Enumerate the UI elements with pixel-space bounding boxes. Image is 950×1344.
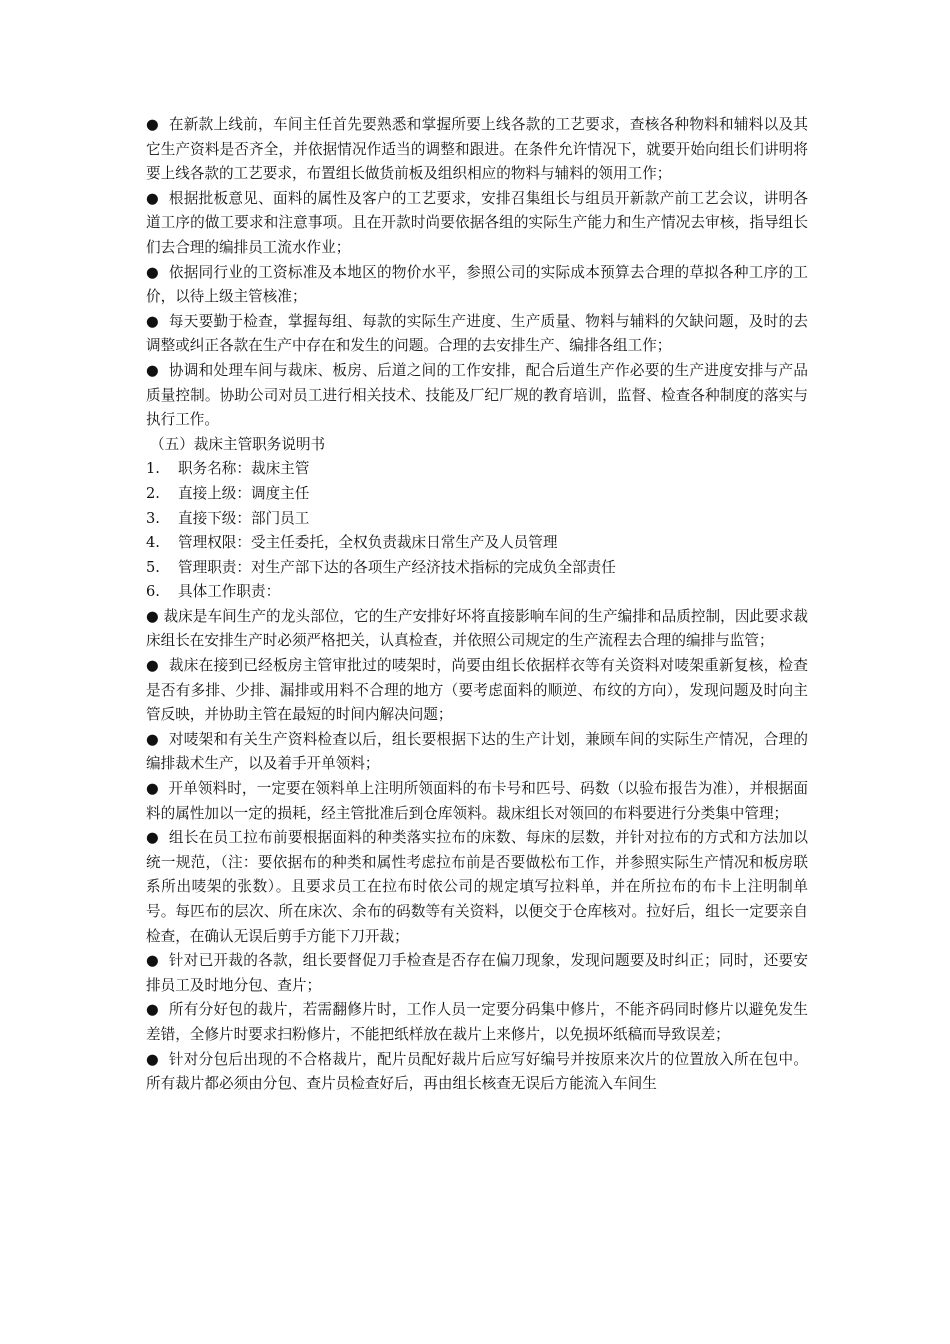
item-number: 3.: [146, 509, 160, 527]
bullet-icon: ●: [146, 312, 160, 330]
numbered-item: [146, 556, 808, 581]
list-item: [146, 113, 808, 187]
section-title: （五）裁床主管职务说明书: [150, 435, 326, 453]
item-number: 5.: [146, 558, 160, 576]
paragraph-text: 针对已开裁的各款，组长要督促刀手检查是否存在偏刀现象，发现问题要及时纠正；同时，还要安排员工及时地分包、查片；: [146, 952, 809, 994]
list-item: [146, 1048, 808, 1097]
paragraph-text: 根据批板意见、面料的属性及客户的工艺要求，安排召集组长与组员开新款产前工艺会议，讲明各道工序的做工要求和注意事项。且在开款时尚要依据各组的实际生产能力和生产情况去审核，指导组长们去合理的编排员工流水作业；: [146, 189, 809, 256]
bullet-icon: ●: [146, 189, 160, 207]
list-item: [146, 728, 808, 777]
item-text: 直接下级：部门员工: [178, 509, 310, 527]
document-page: [146, 113, 808, 1097]
list-item: [146, 777, 808, 826]
list-item: [146, 187, 808, 261]
item-text: 直接上级：调度主任: [178, 484, 310, 502]
bullet-icon: ●: [146, 361, 160, 379]
bullet-icon: ●: [146, 829, 160, 847]
numbered-item: [146, 507, 808, 532]
item-number: 6.: [146, 583, 160, 601]
bullet-icon: ●: [146, 607, 159, 625]
item-number: 4.: [146, 534, 160, 552]
paragraph-text: 每天要勤于检查，掌握每组、每款的实际生产进度、生产质量、物料与辅料的欠缺问题，及时的去调整或纠正各款在生产中存在和发生的问题。合理的去安排生产、编排各组工作；: [146, 312, 809, 355]
paragraph-text: 在新款上线前，车间主任首先要熟悉和掌握所要上线各款的工艺要求，查核各种物料和辅料以及其它生产资料是否齐全，并依据情况作适当的调整和跟进。在条件允许情况下，就要开始向组长们讲明将要上线各款的工艺要求，布置组长做货前板及组织相应的物料与辅料的领用工作；: [146, 116, 809, 183]
bullet-icon: ●: [146, 1050, 160, 1068]
item-text: 职务名称：裁床主管: [178, 460, 310, 478]
bullet-icon: ●: [146, 657, 160, 675]
bullet-list-bottom: [146, 605, 808, 1097]
item-text: 具体工作职责：: [178, 583, 281, 601]
list-item: [146, 310, 808, 359]
list-item: [146, 261, 808, 310]
item-text: 管理权限：受主任委托，全权负责裁床日常生产及人员管理: [178, 534, 558, 552]
bullet-list-top: [146, 113, 808, 433]
bullet-icon: ●: [146, 780, 159, 798]
bullet-icon: ●: [146, 730, 160, 748]
numbered-list: [146, 457, 808, 605]
list-item: [146, 605, 808, 654]
numbered-item: [146, 482, 808, 507]
paragraph-text: 针对分包后出现的不合格裁片，配片员配好裁片后应写好编号并按原来次片的位置放入所在包中。所有裁片都必须由分包、查片员检查好后，再由组长核查无误后方能流入车间生: [146, 1050, 809, 1093]
item-text: 管理职责：对生产部下达的各项生产经济技术指标的完成负全部责任: [178, 558, 616, 576]
numbered-item: [146, 580, 808, 605]
list-item: [146, 826, 808, 949]
list-item: [146, 654, 808, 728]
bullet-icon: ●: [146, 1001, 160, 1019]
list-item: [146, 998, 808, 1047]
paragraph-text: 裁床是车间生产的龙头部位，它的生产安排好坏将直接影响车间的生产编排和品质控制，因此要求裁床组长在安排生产时必须严格把关，认真检查，并依照公司规定的生产流程去合理的编排与监管；: [146, 607, 809, 650]
list-item: [146, 359, 808, 433]
bullet-icon: ●: [146, 116, 160, 133]
numbered-item: [146, 457, 808, 482]
paragraph-text: 裁床在接到已经板房主管审批过的唛架时，尚要由组长依据样衣等有关资料对唛架重新复核，检查是否有多排、少排、漏排或用料不合理的地方（要考虑面料的顺逆、布纹的方向），发现问题及时向主管反映，并协助主管在最短的时间内解决问题；: [146, 657, 809, 724]
item-number: 1.: [146, 460, 160, 478]
paragraph-text: 对唛架和有关生产资料检查以后，组长要根据下达的生产计划，兼顾车间的实际生产情况，合理的编排裁术生产，以及着手开单领料；: [146, 730, 809, 773]
numbered-item: [146, 531, 808, 556]
list-item: [146, 949, 808, 998]
paragraph-text: 组长在员工拉布前要根据面料的种类落实拉布的床数、每床的层数，并针对拉布的方式和方法加以统一规范，（注：要依据布的种类和属性考虑拉布前是否要做松布工作，并参照实际生产情况和板房联系所出唛架的张数）。且要求员工在拉布时依公司的规定填写拉料单，并在所拉布的布卡上注明制单号。每匹布的层次、所在床次、余布的码数等有关资料，以便交于仓库核对。拉好后，组长一定要亲自检查，在确认无误后剪手方能下刀开裁；: [146, 829, 809, 945]
paragraph-text: 依据同行业的工资标准及本地区的物价水平，参照公司的实际成本预算去合理的草拟各种工序的工价，以待上级主管核准；: [146, 263, 809, 306]
bullet-icon: ●: [146, 263, 160, 281]
item-number: 2.: [146, 484, 160, 502]
paragraph-text: 协调和处理车间与裁床、板房、后道之间的工作安排，配合后道生产作必要的生产进度安排与产品质量控制。协助公司对员工进行相关技术、技能及厂纪厂规的教育培训，监督、检查各种制度的落实与执行工作。: [146, 361, 809, 429]
paragraph-text: 开单领料时，一定要在领料单上注明所领面料的布卡号和匹号、码数（以验布报告为准），并根据面料的属性加以一定的损耗，经主管批准后到仓库领料。裁床组长对领回的布料要进行分类集中管理；: [146, 780, 809, 822]
bullet-icon: ●: [146, 952, 160, 970]
paragraph-text: 所有分好包的裁片，若需翻修片时，工作人员一定要分码集中修片，不能齐码同时修片以避免发生差错，全修片时要求扫粉修片，不能把纸样放在裁片上来修片，以免损坏纸稿而导致误差；: [146, 1001, 809, 1043]
